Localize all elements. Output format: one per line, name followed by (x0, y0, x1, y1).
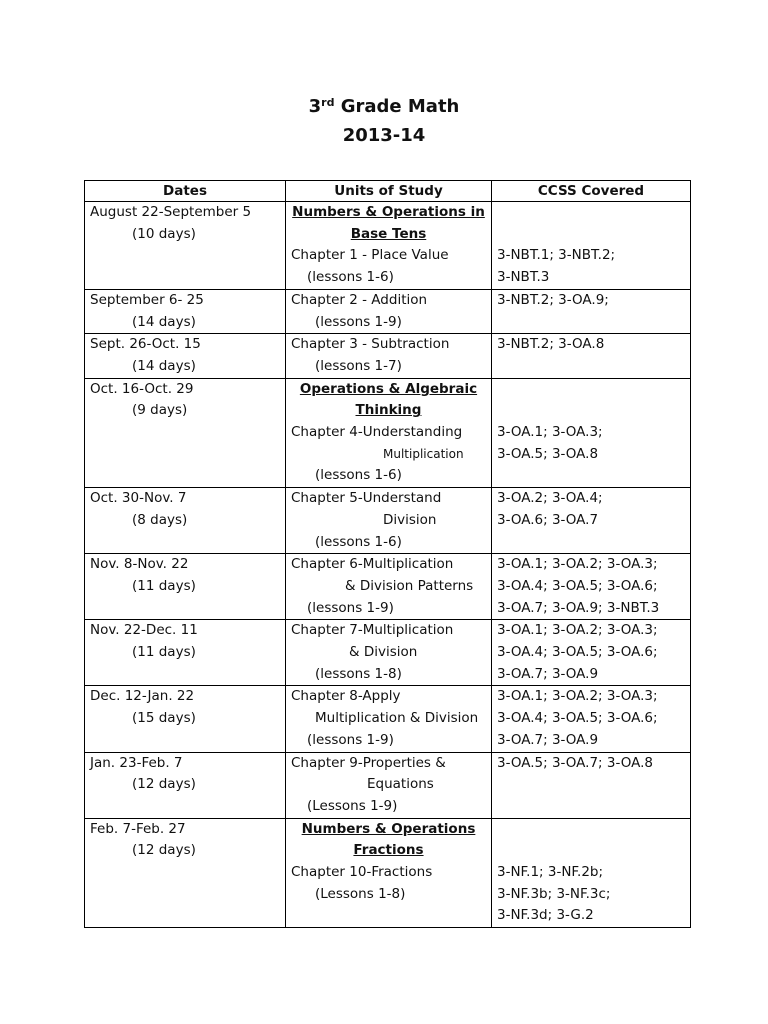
lesson-range: (Lessons 1-8) (315, 885, 406, 902)
ccss-line: 3-OA.7; 3-OA.9 (497, 731, 599, 748)
date-range: Nov. 22-Dec. 11 (90, 622, 198, 639)
ccss-line: 3-NBT.2; 3-OA.9; (497, 291, 609, 308)
date-range: Sept. 26-Oct. 15 (90, 336, 201, 353)
dates-cell (85, 620, 286, 686)
date-range: Oct. 16-Oct. 29 (90, 380, 194, 397)
ccss-line: 3-NF.3b; 3-NF.3c; (497, 885, 611, 902)
ccss-line: 3-OA.7; 3-OA.9 (497, 665, 599, 682)
date-range: Jan. 23-Feb. 7 (90, 754, 183, 771)
date-range: Oct. 30-Nov. 7 (90, 490, 187, 507)
ccss-line: 3-OA.4; 3-OA.5; 3-OA.6; (497, 644, 658, 661)
unit-cell (286, 488, 492, 554)
unit-cell (286, 202, 492, 290)
domain-heading: Operations & Algebraic (299, 380, 478, 397)
table-row (85, 202, 691, 290)
header-ccss: CCSS Covered (492, 181, 691, 202)
date-range: Feb. 7-Feb. 27 (90, 820, 186, 837)
ccss-line: 3-NF.1; 3-NF.2b; (497, 864, 604, 881)
table-row (85, 620, 691, 686)
ccss-line: 3-OA.2; 3-OA.4; (497, 490, 603, 507)
ccss-line: 3-NBT.2; 3-OA.8 (497, 336, 605, 353)
day-count: (14 days) (132, 313, 196, 330)
ccss-line: 3-OA.4; 3-OA.5; 3-OA.6; (497, 710, 658, 727)
chapter-title-cont: Division (383, 511, 437, 528)
table-row (85, 818, 691, 927)
domain-heading: Numbers & Operations in (292, 204, 485, 220)
day-count: (10 days) (132, 225, 196, 242)
ccss-line: 3-OA.5; 3-OA.8 (497, 445, 599, 462)
day-count: (12 days) (132, 842, 196, 859)
lesson-range: (lessons 1-7) (315, 357, 402, 374)
day-count: (12 days) (132, 776, 196, 793)
table-row (85, 334, 691, 378)
chapter-title: Chapter 5-Understand (291, 490, 442, 507)
ccss-line: 3-OA.5; 3-OA.7; 3-OA.8 (497, 754, 653, 771)
date-range: September 6- 25 (90, 291, 204, 308)
header-row (85, 181, 691, 202)
lesson-range: (lessons 1-8) (315, 665, 402, 682)
lesson-range: (lessons 1-9) (307, 599, 394, 616)
dates-cell (85, 378, 286, 488)
ccss-line: 3-OA.6; 3-OA.7 (497, 511, 599, 528)
domain-heading: Thinking (355, 402, 422, 419)
unit-cell (286, 554, 492, 620)
ccss-cell (492, 488, 691, 554)
unit-cell (286, 818, 492, 927)
unit-cell (286, 620, 492, 686)
unit-cell (286, 334, 492, 378)
lesson-range: (lessons 1-9) (307, 731, 394, 748)
ccss-line: 3-OA.1; 3-OA.3; (497, 424, 603, 440)
domain-heading: Fractions (353, 842, 424, 859)
header-dates: Dates (85, 181, 286, 202)
chapter-title-cont: Multiplication & Division (315, 710, 479, 727)
ccss-line: 3-NBT.1; 3-NBT.2; (497, 247, 616, 264)
table-row (85, 752, 691, 818)
ccss-cell (492, 752, 691, 818)
day-count: (11 days) (132, 644, 196, 661)
ccss-cell (492, 202, 691, 290)
chapter-title-cont: & Division Patterns (345, 577, 474, 594)
chapter-title: Chapter 9-Properties & (291, 754, 446, 771)
table-row (85, 289, 691, 333)
ccss-line: 3-OA.1; 3-OA.2; 3-OA.3; (497, 688, 658, 705)
chapter-title: Chapter 10-Fractions (291, 864, 433, 881)
chapter-title: Chapter 7-Multiplication (291, 622, 454, 639)
lesson-range: (lessons 1-9) (315, 313, 402, 330)
dates-cell (85, 686, 286, 752)
chapter-title-cont: Multiplication (383, 446, 464, 461)
document-title (0, 92, 768, 150)
chapter-title: Chapter 6-Multiplication (291, 556, 454, 573)
ccss-line: 3-NF.3d; 3-G.2 (497, 907, 594, 924)
dates-cell (85, 554, 286, 620)
table-row (85, 686, 691, 752)
ccss-cell (492, 686, 691, 752)
ccss-line: 3-OA.1; 3-OA.2; 3-OA.3; (497, 556, 658, 573)
ccss-cell (492, 334, 691, 378)
lesson-range: (Lessons 1-9) (307, 797, 398, 814)
dates-cell (85, 334, 286, 378)
dates-cell (85, 202, 286, 290)
curriculum-table (84, 180, 691, 928)
lesson-range: (lessons 1-6) (307, 269, 394, 286)
table-row (85, 554, 691, 620)
ccss-cell (492, 289, 691, 333)
chapter-title: Chapter 1 - Place Value (291, 247, 449, 264)
dates-cell (85, 488, 286, 554)
chapter-title: Chapter 2 - Addition (291, 291, 428, 308)
unit-cell (286, 378, 492, 488)
domain-heading: Numbers & Operations (301, 820, 476, 837)
chapter-title: Chapter 4-Understanding (291, 424, 463, 441)
header-units: Units of Study (286, 181, 492, 202)
ccss-cell (492, 378, 691, 488)
ccss-line: 3-OA.4; 3-OA.5; 3-OA.6; (497, 577, 658, 594)
title-line-1 (0, 92, 768, 121)
title-grade-number: 3 (308, 96, 322, 117)
day-count: (9 days) (132, 402, 188, 419)
chapter-title-cont: Equations (367, 776, 434, 793)
ccss-cell (492, 818, 691, 927)
day-count: (11 days) (132, 577, 196, 594)
ccss-cell (492, 620, 691, 686)
date-range: August 22-September 5 (90, 204, 252, 220)
title-year: 2013-14 (342, 125, 426, 146)
unit-cell (286, 289, 492, 333)
chapter-title: Chapter 3 - Subtraction (291, 336, 450, 353)
date-range: Nov. 8-Nov. 22 (90, 556, 189, 573)
domain-heading: Base Tens (350, 225, 427, 242)
chapter-title-cont: & Division (349, 644, 418, 661)
date-range: Dec. 12-Jan. 22 (90, 688, 195, 705)
ccss-line: 3-OA.1; 3-OA.2; 3-OA.3; (497, 622, 658, 639)
lesson-range: (lessons 1-6) (315, 467, 402, 484)
chapter-title: Chapter 8-Apply (291, 688, 401, 705)
title-grade-suffix: rd (321, 96, 335, 109)
lesson-range: (lessons 1-6) (315, 533, 402, 550)
day-count: (14 days) (132, 357, 196, 374)
table-row (85, 378, 691, 488)
dates-cell (85, 289, 286, 333)
ccss-cell (492, 554, 691, 620)
day-count: (8 days) (132, 511, 188, 528)
day-count: (15 days) (132, 710, 196, 727)
dates-cell (85, 818, 286, 927)
table-row (85, 488, 691, 554)
unit-cell (286, 686, 492, 752)
ccss-line: 3-NBT.3 (497, 269, 550, 286)
unit-cell (286, 752, 492, 818)
ccss-line: 3-OA.7; 3-OA.9; 3-NBT.3 (497, 599, 660, 616)
dates-cell (85, 752, 286, 818)
title-grade-rest: Grade Math (340, 96, 460, 117)
